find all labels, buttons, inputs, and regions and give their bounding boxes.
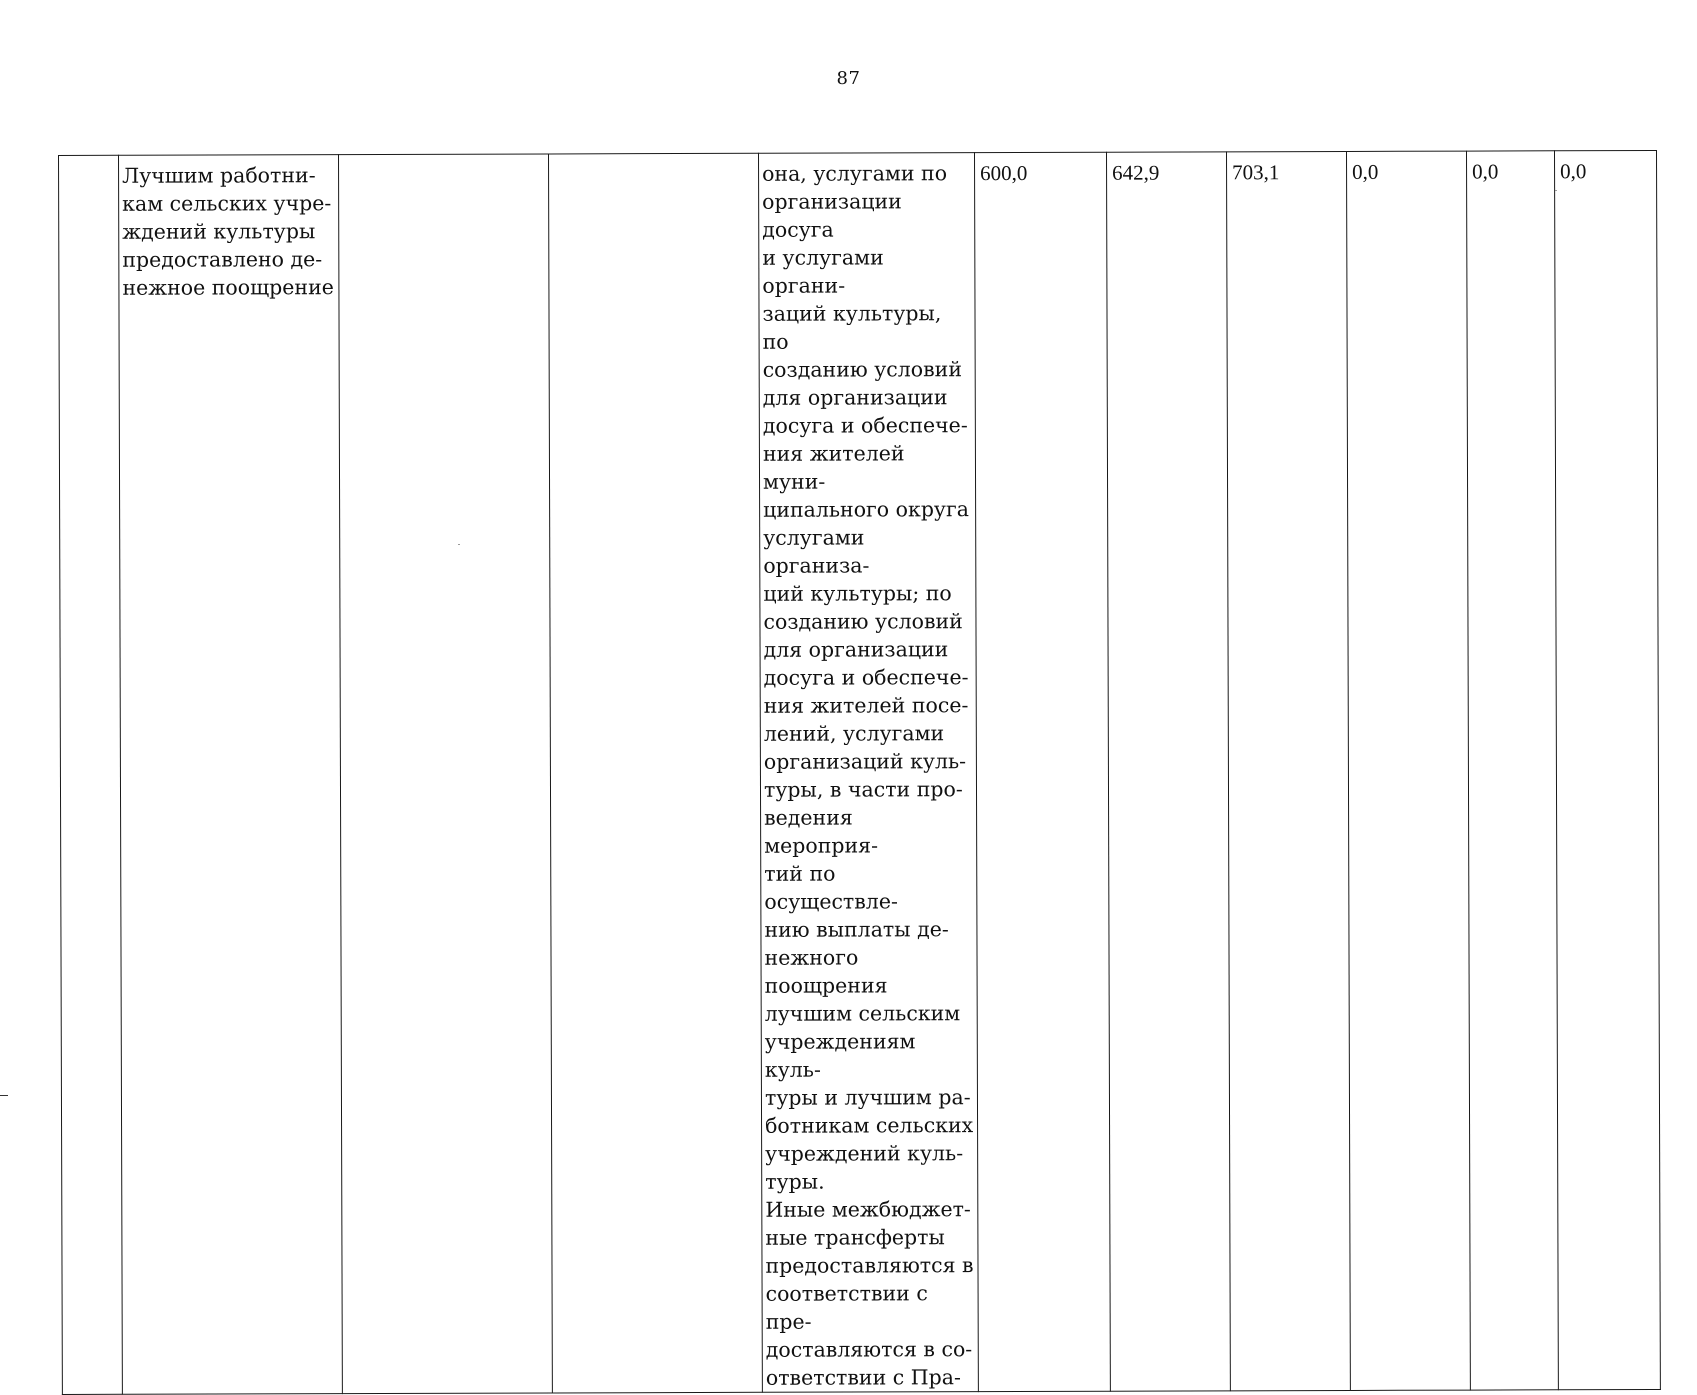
column-4-text xyxy=(552,160,755,161)
column-4-cell xyxy=(548,153,762,1393)
page-number: 87 xyxy=(0,68,1697,89)
value-5: 0,0 xyxy=(1470,157,1551,185)
value-cell-5 xyxy=(1466,151,1558,1390)
value-3: 703,1 xyxy=(1230,158,1343,186)
row-number-cell xyxy=(59,155,123,1394)
description-cell xyxy=(758,153,978,1393)
column-3-cell xyxy=(339,154,553,1394)
value-cell-3 xyxy=(1226,151,1350,1390)
scan-speck xyxy=(1555,190,1557,191)
value-cell-6 xyxy=(1554,150,1660,1389)
value-4: 0,0 xyxy=(1350,158,1463,186)
margin-tick-mark xyxy=(0,1095,8,1096)
value-2: 642,9 xyxy=(1110,158,1223,186)
scan-speck xyxy=(458,544,460,545)
value-1: 600,0 xyxy=(978,159,1103,187)
value-cell-2 xyxy=(1106,152,1230,1391)
value-cell-4 xyxy=(1346,151,1470,1390)
result-name-cell xyxy=(119,155,343,1395)
result-name-text: Лучшим работни- кам сельских учре- ждений культуры предоставлено де- нежное поощрение xyxy=(122,161,335,302)
description-text: она, услугами по организации досуга и услугами органи- заций культуры, по созданию условий для организации досуга и обеспече- ния жителей муни- ципального округа услугами организа- ций культуры; по созданию условий для организации досуга и обеспече- ния жителей посе- лений, услугами организаций куль- туры, в части про- ведения мероприя- тий по осуществле- нию выплаты де- нежного поощрения лучшим сельским учреждениям куль- туры и лучшим ра- ботникам сельских учреждений куль- туры. Иные межбюджет- ные трансферты предоставляются в соответствии с пре- доставляются в со- ответствии с Пра- xyxy=(762,159,975,1392)
budget-table xyxy=(58,150,1661,1395)
column-3-text xyxy=(342,160,545,161)
value-6: 0,0 xyxy=(1558,157,1653,185)
value-cell-1 xyxy=(974,152,1110,1391)
table-row xyxy=(59,150,1661,1394)
